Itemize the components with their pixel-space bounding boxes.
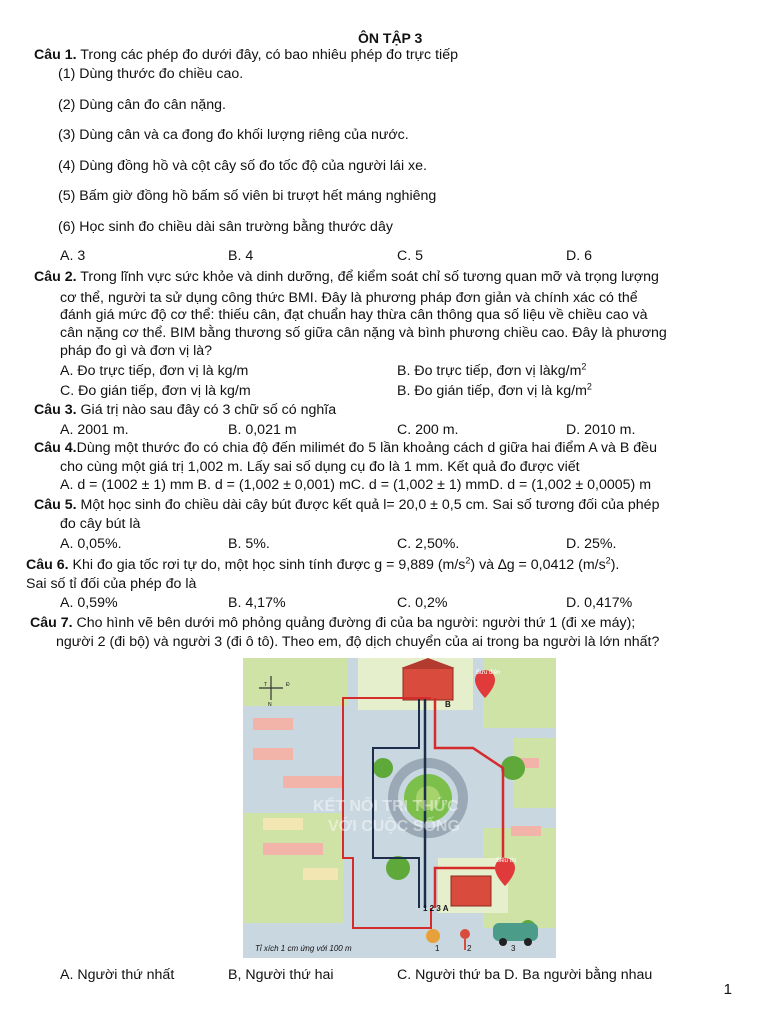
page-title: ÔN TẬP 3	[358, 30, 423, 46]
q1-item-1: (1) Dùng thước đo chiều cao.	[58, 66, 244, 82]
q6-option-a[interactable]: A. 0,59%	[60, 595, 118, 611]
page-number: 1	[723, 981, 732, 998]
watermark-line-2: VỚI CUỘC SỐNG	[328, 818, 460, 835]
question-2-label: Câu 2.	[34, 269, 77, 285]
q2-option-b-sup: 2	[581, 361, 587, 372]
supermarket-label: Siêu thị	[496, 858, 517, 864]
question-2-line-4: cân nặng cơ thể. BIM bằng thương số giữa cân nặng và bình phương chiều cao. Đây là phương	[60, 325, 667, 341]
question-6-sup-1: 2	[465, 555, 471, 566]
question-5-line-1: Một học sinh đo chiều dài cây bút được kết quả l= 20,0 ± 0,5 cm. Sai số tương đối của phép	[76, 497, 660, 513]
q2-option-c[interactable]	[60, 383, 251, 399]
q1-option-b[interactable]: B. 4	[228, 248, 254, 264]
question-6-text-a: Khi đo gia tốc rơi tự do, một học sinh tính được g = 9,889 (m/s	[68, 557, 466, 573]
point-b-label: B	[445, 700, 451, 709]
q1-item-3: (3) Dùng cân và ca đong đo khối lượng riêng của nước.	[58, 127, 409, 143]
q2-option-b-text: B. Đo trực tiếp, đơn vị làkg/m	[397, 363, 582, 379]
question-7	[30, 615, 635, 631]
q7-option-b[interactable]: B, Người thứ hai	[228, 967, 334, 983]
person-3-label: 3	[511, 944, 516, 953]
q1-option-c[interactable]: C. 5	[397, 248, 424, 264]
route-map	[243, 658, 556, 958]
question-1-label: Câu 1.	[34, 47, 77, 63]
question-2-line-5: pháp đo gì và đơn vị là?	[60, 343, 213, 359]
question-3	[34, 402, 336, 418]
q5-option-d[interactable]: D. 25%.	[566, 536, 617, 552]
q2-option-d-text: B. Đo gián tiếp, đơn vị là kg/m	[397, 383, 587, 399]
q1-item-4: (4) Dùng đồng hồ và cột cây số đo tốc độ của người lái xe.	[58, 158, 427, 174]
question-4-label: Câu 4.	[34, 440, 77, 456]
q1-item-6: (6) Học sinh đo chiều dài sân trường bằng thước dây	[58, 219, 393, 235]
question-4-options[interactable]: A. d = (1002 ± 1) mm B. d = (1,002 ± 0,001) mC. d = (1,002 ± 1) mmD. d = (1,002 ± 0,0005) m	[60, 477, 652, 493]
question-6	[26, 557, 619, 573]
question-2-line-3: đánh giá mức độ cơ thể: thiếu cân, đạt chuẩn hay thừa cân thông qua số liệu về chiều cao và	[60, 307, 648, 323]
question-6-line-2: Sai số tỉ đối của phép đo là	[26, 576, 197, 592]
question-4-line-1: Dùng một thước đo có chia độ đến milimét đo 5 lần khoảng cách d giữa hai điểm A và B đều	[76, 440, 657, 456]
q5-option-a[interactable]: A. 0,05%.	[60, 536, 122, 552]
question-6-sup-2: 2	[605, 555, 611, 566]
post-office-building	[403, 668, 453, 700]
q6-option-d[interactable]: D. 0,417%	[566, 595, 633, 611]
question-5-line-2: đo cây bút là	[60, 516, 141, 532]
question-7-label: Câu 7.	[30, 615, 73, 631]
walker-icon	[460, 929, 470, 939]
q5-option-c[interactable]: C. 2,50%.	[397, 536, 460, 552]
question-6-text-b: ) và ∆g = 0,0412 (m/s	[470, 557, 606, 573]
question-7-line-1: Cho hình vẽ bên dưới mô phỏng quảng đường đi của ba người: người thứ 1 (đi xe máy);	[72, 615, 636, 631]
q2-option-a[interactable]	[60, 363, 248, 379]
supermarket-building	[451, 876, 491, 906]
q5-option-b[interactable]: B. 5%.	[228, 536, 270, 552]
question-5-label: Câu 5.	[34, 497, 77, 513]
q2-option-d-sup: 2	[586, 381, 592, 392]
scale-label: Tỉ xích 1 cm ứng với 100 m	[255, 944, 352, 953]
block-top-left	[243, 658, 348, 706]
question-4	[34, 440, 657, 456]
q3-option-d[interactable]: D. 2010 m.	[566, 422, 636, 438]
q3-option-b[interactable]: B. 0,021 m	[228, 422, 297, 438]
start-labels: 1 2 3 A	[423, 904, 449, 913]
car-icon	[493, 923, 538, 941]
question-2	[34, 269, 659, 285]
q1-option-d[interactable]: D. 6	[566, 248, 593, 264]
watermark-line-1: KẾT NỐI TRI THỨC	[313, 798, 459, 815]
question-5	[34, 497, 659, 513]
question-1	[34, 47, 458, 63]
question-2-line-1: Trong lĩnh vực sức khỏe và dinh dưỡng, để kiểm soát chỉ số tương quan mỡ và trọng lượng	[76, 269, 659, 285]
question-4-line-2: cho cùng một giá trị 1,002 m. Lấy sai số dụng cụ đo là 1 mm. Kết quả đo được viết	[60, 459, 580, 475]
question-2-line-2: cơ thể, người ta sử dụng công thức BMI. Đây là phương pháp đơn giản và chính xác có thể	[60, 290, 638, 306]
q1-option-a[interactable]: A. 3	[60, 248, 86, 264]
person-1-label: 1	[435, 944, 440, 953]
block-top-right	[483, 658, 556, 728]
question-3-label: Câu 3.	[34, 402, 77, 418]
question-6-text-c: ).	[610, 557, 620, 573]
question-6-label: Câu 6.	[26, 557, 69, 573]
q1-item-5: (5) Bấm giờ đồng hồ bấm số viên bi trượt hết máng nghiêng	[58, 188, 437, 204]
q1-item-2: (2) Dùng cân đo cân nặng.	[58, 97, 226, 113]
q3-option-a[interactable]: A. 2001 m.	[60, 422, 129, 438]
person-2-label: 2	[467, 944, 472, 953]
question-7-line-2: người 2 (đi bộ) và người 3 (đi ô tô). Theo em, độ dịch chuyển của ai trong ba người là lớn nhất?	[56, 634, 660, 650]
compass-west: T	[264, 682, 268, 688]
compass-east: Đ	[286, 682, 290, 688]
q6-option-c[interactable]: C. 0,2%	[397, 595, 448, 611]
question-3-text: Giá trị nào sau đây có 3 chữ số có nghĩa	[76, 402, 337, 418]
compass-south: N	[268, 702, 272, 708]
q3-option-c[interactable]: C. 200 m.	[397, 422, 459, 438]
motorbike-icon	[426, 929, 440, 943]
question-1-text: Trong các phép đo dưới đây, có bao nhiêu phép đo trực tiếp	[76, 47, 458, 63]
q2-option-a-text: A. Đo trực tiếp, đơn vị là kg/m	[60, 363, 249, 379]
q7-option-a[interactable]: A. Người thứ nhất	[60, 967, 175, 983]
q2-option-b[interactable]	[397, 363, 586, 379]
q6-option-b[interactable]: B. 4,17%	[228, 595, 286, 611]
q2-option-d[interactable]	[397, 383, 592, 399]
post-office-label: Bưu điện	[476, 670, 501, 676]
q2-option-c-text: C. Đo gián tiếp, đơn vị là kg/m	[60, 383, 251, 399]
q7-option-c-d[interactable]: C. Người thứ ba D. Ba người bằng nhau	[397, 967, 653, 983]
